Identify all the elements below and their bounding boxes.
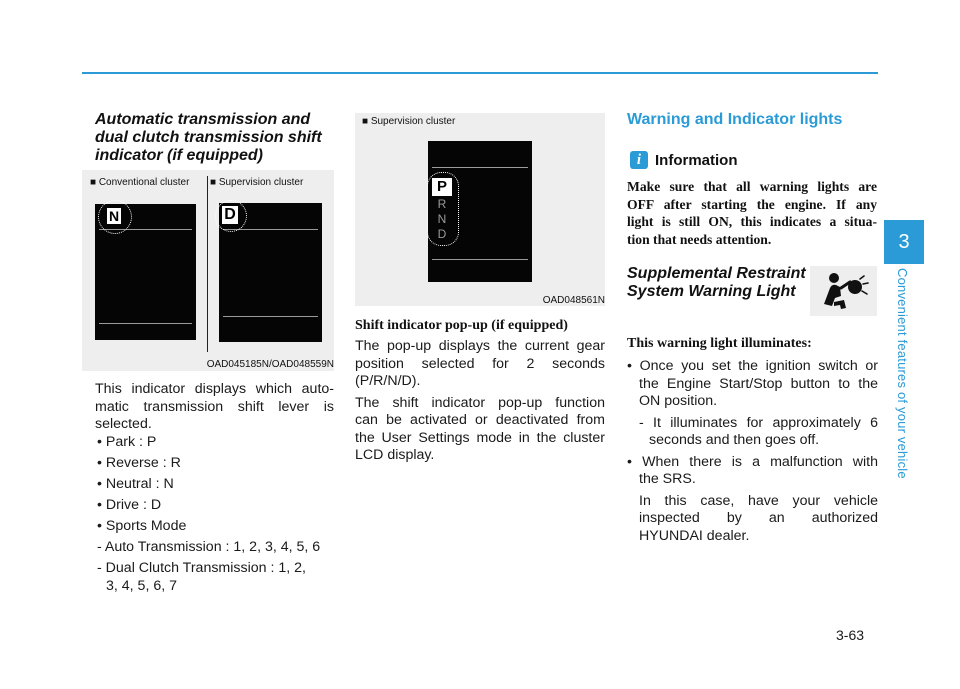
para-line: position selected for 2 seconds [355, 355, 605, 372]
airbag-warning-icon [810, 266, 877, 316]
para-line: The shift indicator pop-up function [355, 394, 605, 411]
sub-item: 3, 4, 5, 6, 7 [106, 577, 177, 594]
info-title: Information [655, 152, 738, 169]
para-line: tion that needs attention. [627, 231, 772, 247]
caption-conventional: ■ Conventional cluster [90, 177, 190, 188]
list-item [627, 358, 878, 376]
para-line: inspected by an authorized [639, 510, 878, 526]
heading-line: Automatic transmission and [95, 111, 311, 128]
list-item: • Sports Mode [97, 518, 337, 536]
para-line: Make sure that all warning lights are [627, 179, 877, 194]
sub-item-cont: seconds and then goes off. [649, 432, 820, 448]
para-line: In this case, have your vehicle [639, 492, 878, 509]
srs-heading [627, 265, 827, 301]
caption-supervision: ■ Supervision cluster [210, 177, 304, 188]
heading-line: indicator (if equipped) [95, 147, 263, 164]
para-line: selected. [95, 416, 152, 432]
para-line: matic transmission shift lever is [95, 398, 334, 415]
gear-r: R [437, 197, 447, 211]
chapter-title-text: Convenient features of your vehicle [895, 268, 910, 479]
warning-lights-heading: Warning and Indicator lights [627, 111, 843, 128]
lcd-divider [99, 323, 192, 324]
para-line: can be activated or deactivated from [355, 412, 605, 428]
gear-n: N [437, 212, 447, 226]
gear-list [97, 434, 337, 595]
figure-divider [207, 176, 208, 352]
gear-indicator-n: N [108, 208, 120, 224]
caption-supervision-popup: ■ Supervision cluster [362, 116, 456, 127]
heading-line: Supplemental Restraint [627, 265, 806, 282]
popup-heading: Shift indicator pop-up (if equipped) [355, 318, 568, 333]
info-body [627, 178, 877, 248]
sub-item: - Auto Transmission : 1, 2, 3, 4, 5, 6 [97, 539, 321, 555]
transmission-indicator-heading [95, 111, 345, 165]
lcd-divider [432, 167, 528, 168]
list-item [627, 454, 878, 472]
bullet-mark: • [627, 453, 643, 470]
heading-line: dual clutch transmission shift [95, 129, 322, 146]
lcd-divider [223, 316, 318, 317]
para-line: This indicator displays which auto- [95, 381, 334, 397]
para-line: OFF after starting the engine. If any [627, 196, 877, 212]
indicator-description [95, 381, 334, 434]
chapter-title [895, 268, 915, 498]
figure-code: OAD045185N/OAD048559N [206, 359, 334, 370]
popup-figure [355, 113, 605, 306]
illuminates-heading: This warning light illuminates: [627, 336, 812, 351]
info-icon: i [630, 151, 648, 169]
top-rule [82, 72, 878, 74]
gear-indicator-d: D [222, 206, 238, 224]
gear-p: P [432, 178, 452, 196]
para-line: LCD display. [355, 447, 435, 463]
bullet-mark: • [627, 358, 640, 374]
list-item-cont: the SRS. [639, 471, 696, 487]
gear-d: D [437, 227, 447, 241]
airbag-warning-icon-graphic [810, 266, 877, 316]
illuminates-list [627, 358, 878, 545]
list-text: When there is a malfunction with [642, 453, 878, 470]
sub-item: - Dual Clutch Transmission : 1, 2, [97, 560, 306, 576]
heading-line: System Warning Light [627, 283, 796, 300]
para-line: HYUNDAI dealer. [639, 527, 750, 544]
list-item: • Drive : D [97, 497, 337, 515]
list-item: • Neutral : N [97, 476, 337, 494]
page-number: 3-63 [836, 627, 865, 643]
sub-item: - It illuminates for approximately 6 [639, 414, 878, 431]
list-text: Once you set the ignition switch or [639, 358, 878, 374]
list-item: • Reverse : R [97, 455, 337, 473]
popup-description [355, 338, 605, 465]
cluster-figure [82, 170, 334, 371]
figure-code: OAD048561N [542, 295, 605, 306]
list-item-cont: the Engine Start/Stop button to the [639, 375, 878, 392]
para-line: light is still ON, this indicates a situa- [627, 214, 877, 229]
para-line: the User Settings mode in the cluster [355, 429, 605, 446]
list-item-cont: ON position. [639, 393, 718, 409]
chapter-number-tab: 3 [884, 220, 924, 264]
para-line: (P/R/N/D). [355, 373, 421, 389]
list-item: • Park : P [97, 434, 337, 452]
para-line: The pop-up displays the current gear [355, 338, 605, 354]
lcd-divider [432, 259, 528, 260]
